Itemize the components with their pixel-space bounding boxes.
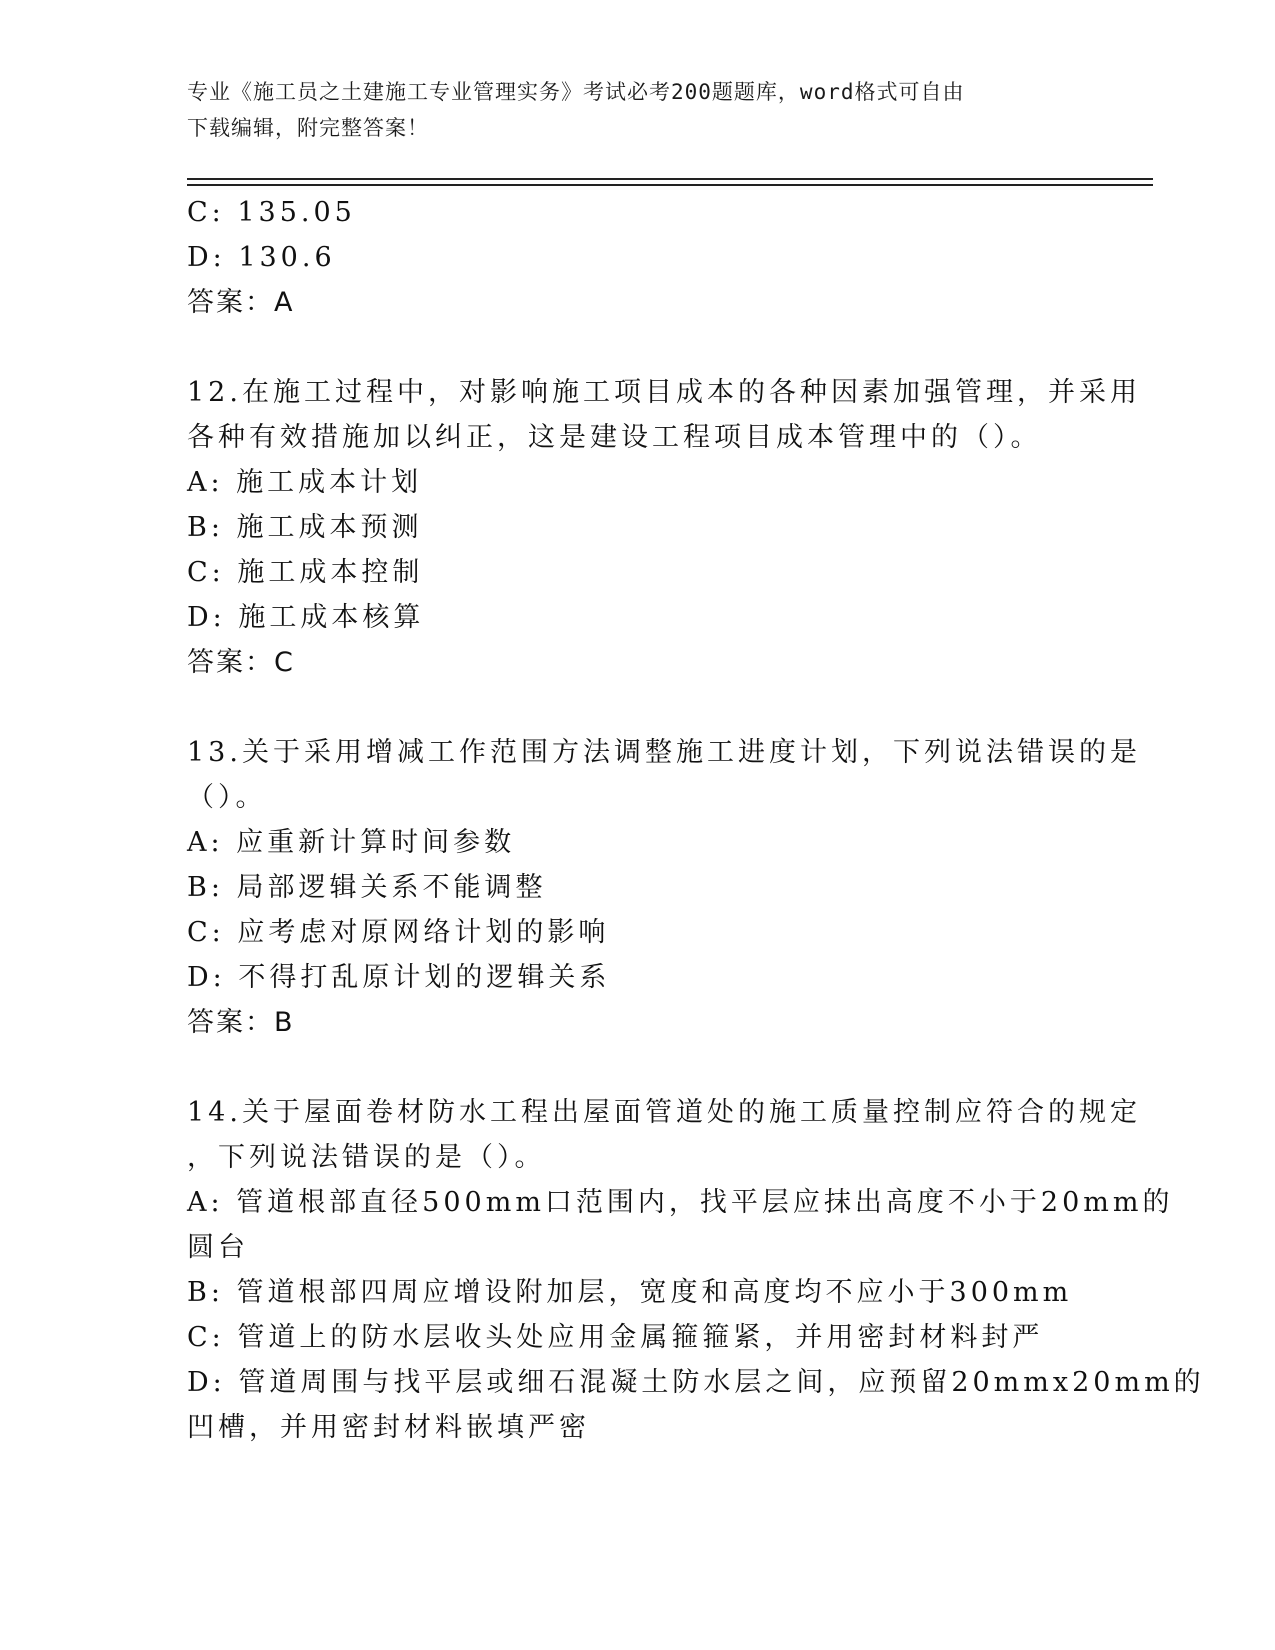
option-d: D: 130.6 [187,242,336,273]
option-d: D: 不得打乱原计划的逻辑关系 [187,962,611,993]
spacer [187,1045,1087,1090]
option-b: B: 管道根部四周应增设附加层，宽度和高度均不应小于300mm [187,1277,1073,1308]
question-stem-continued: （）。 [187,782,267,813]
question-14 [187,1090,1205,1450]
header-divider-top [187,178,1153,180]
option-c: C: 施工成本控制 [187,557,424,588]
question-11-tail [187,190,1087,325]
option-d: D: 施工成本核算 [187,602,425,633]
spacer [187,685,1087,730]
answer: 答案：A [187,287,295,318]
option-c: C: 135.05 [187,197,356,228]
option-d: D: 管道周围与找平层或细石混凝土防水层之间，应预留20mmx20mm的 [187,1367,1205,1398]
option-c: C: 管道上的防水层收头处应用金属箍箍紧，并用密封材料封严 [187,1322,1044,1353]
header-line-1: 专业《施工员之土建施工专业管理实务》考试必考200题题库，word格式可自由 [187,80,965,104]
header-divider-bottom [187,184,1153,186]
question-stem-continued: 各种有效措施加以纠正，这是建设工程项目成本管理中的（）。 [187,422,1042,453]
answer: 答案：B [187,1007,295,1038]
question-stem: 14.关于屋面卷材防水工程出屋面管道处的施工质量控制应符合的规定 [187,1097,1141,1128]
answer: 答案：C [187,647,295,678]
option-a: A: 管道根部直径500mm口范围内，找平层应抹出高度不小于20mm的 [187,1187,1174,1218]
question-stem: 12.在施工过程中，对影响施工项目成本的各种因素加强管理，并采用 [187,377,1141,408]
header-line-2: 下载编辑，附完整答案！ [187,116,429,140]
option-b: B: 施工成本预测 [187,512,423,543]
question-13 [187,730,1141,1045]
option-a-continued: 圆台 [187,1232,249,1263]
option-b: B: 局部逻辑关系不能调整 [187,872,547,903]
option-a: A: 应重新计算时间参数 [187,827,516,858]
option-d-continued: 凹槽，并用密封材料嵌填严密 [187,1412,590,1443]
option-a: A: 施工成本计划 [187,467,423,498]
option-c: C: 应考虑对原网络计划的影响 [187,917,610,948]
question-stem-continued: ，下列说法错误的是（）。 [187,1142,546,1173]
question-content [187,190,1205,1450]
spacer [187,325,1087,370]
question-stem: 13.关于采用增减工作范围方法调整施工进度计划，下列说法错误的是 [187,737,1141,768]
question-12 [187,370,1141,685]
document-header [187,74,1067,146]
